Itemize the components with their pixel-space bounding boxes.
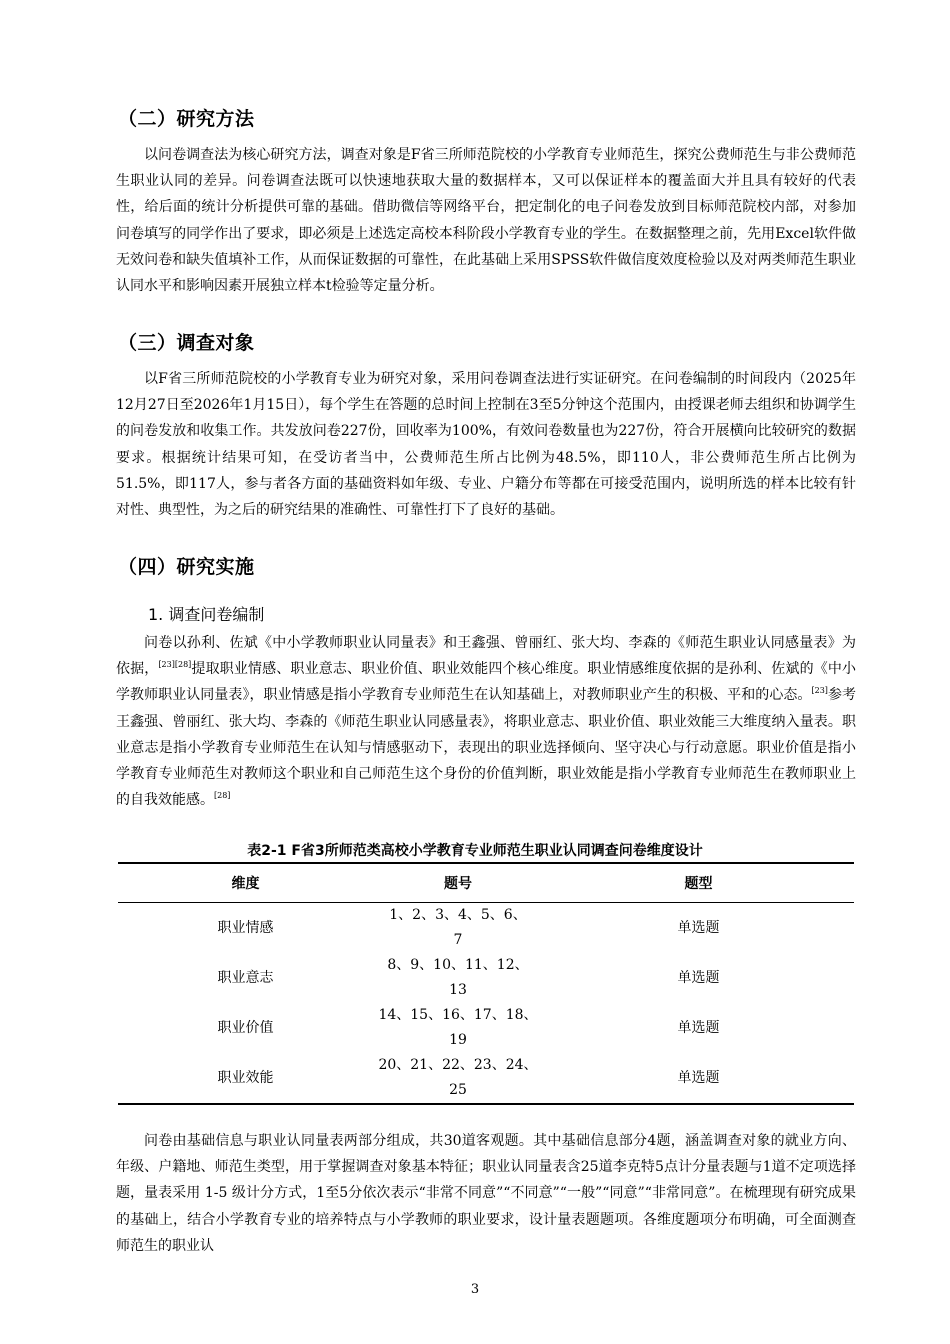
- table-header-row: [118, 863, 854, 903]
- cell-item-type: 单选题: [543, 1053, 854, 1104]
- item-numbers-line2: 25: [449, 1082, 467, 1098]
- item-numbers-line2: 19: [449, 1032, 467, 1048]
- table-row: [118, 1003, 854, 1053]
- questionnaire-text-part1: 问卷以孙利、佐斌《中小学教师职业认同量表》和王鑫强、曾丽红、张大均、李森的《师范生职业认同感量表》为依据，: [116, 635, 856, 678]
- methods-paragraph: 以问卷调查法为核心研究方法，调查对象是F省三所师范院校的小学教育专业师范生，探究公费师范生与非公费师范生职业认同的差异。问卷调查法既可以快速地获取大量的数据样本，又可以保证样本的覆盖面大并且具有较好的代表性，给后面的统计分析提供可靠的基础。借助微信等网络平台，把定制化的电子问卷发放到目标师范院校内部，对参加问卷填写的同学作出了要求，即必须是上述选定高校本科阶段小学教育专业的学生。在数据整理之前，先用Excel软件做无效问卷和缺失值填补工作，从而保证数据的可靠性，在此基础上采用SPSS软件做信度效度检验以及对两类师范生职业认同水平和影响因素开展独立样本t检验等定量分析。: [116, 147, 856, 295]
- section-heading-subjects: （三）调查对象: [118, 332, 255, 354]
- item-numbers-line1: 8、9、10、11、12、: [387, 957, 529, 973]
- dimension-table: [118, 862, 854, 1105]
- cell-dimension: 职业情感: [217, 919, 274, 936]
- cell-item-type: 单选题: [677, 969, 720, 986]
- page-number: 3: [470, 1282, 480, 1297]
- table-row: [118, 903, 854, 954]
- item-numbers-line2: 13: [449, 982, 467, 998]
- table-row: [118, 953, 854, 1003]
- questionnaire-text-part3: 参考王鑫强、曾丽红、张大均、李森的《师范生职业认同感量表》，将职业意志、职业价值、职业效能三大维度纳入量表。职业意志是指小学教育专业师范生在认知与情感驱动下，表现出的职业选择倾向、坚守决心与行动意愿。职业价值是指小学教育专业师范生对教师这个职业和自己师范生这个身份的价值判断，职业效能是指小学教育专业师范生在教师职业上的自我效能感。: [116, 687, 857, 809]
- header-dimension: 维度: [118, 863, 373, 903]
- citation-23-28: [23][28]: [158, 660, 192, 670]
- item-numbers-line2: 7: [453, 932, 463, 948]
- header-item-numbers: 题号: [373, 863, 543, 903]
- cell-item-type: 单选题: [677, 919, 720, 936]
- citation-23: [23]: [811, 686, 828, 696]
- citation-28: [28]: [214, 791, 231, 801]
- cell-item-numbers: [373, 903, 543, 954]
- table-row: [118, 1053, 854, 1104]
- item-numbers-line1: 14、15、16、17、18、: [378, 1007, 538, 1023]
- cell-item-numbers: [373, 1003, 543, 1053]
- section-heading-methods: （二）研究方法: [118, 108, 255, 130]
- cell-dimension: 职业价值: [217, 1019, 274, 1036]
- cell-dimension: 职业意志: [217, 969, 274, 986]
- cell-item-numbers: [373, 953, 543, 1003]
- header-item-type: 题型: [543, 863, 854, 903]
- cell-item-type: 单选题: [677, 1019, 720, 1036]
- item-numbers-line1: 1、2、3、4、5、6、: [389, 907, 527, 923]
- subjects-paragraph: 以F省三所师范院校的小学教育专业为研究对象，采用问卷调查法进行实证研究。在问卷编制的时间段内（2025年12月27日至2026年1月15日），每个学生在答题的总时间上控制在3至5分钟这个范围内，由授课老师去组织和协调学生的问卷发放和收集工作。共发放问卷227份，回收率为100%，有效问卷数量也为227份，符合开展横向比较研究的数据要求。根据统计结果可知，在受访者当中，公费师范生所占比例为48.5%，即110人，非公费师范生所占比例为51.5%，即117人，参与者各方面的基础资料如年级、专业、户籍分布等都在可接受范围内，说明所选的样本比较有针对性、典型性，为之后的研究结果的准确性、可靠性打下了良好的基础。: [116, 371, 856, 519]
- subsection-heading-questionnaire: 1. 调查问卷编制: [148, 605, 265, 624]
- questionnaire-paragraph: [116, 630, 856, 813]
- cell-dimension: 职业效能: [118, 1053, 373, 1104]
- questionnaire-text-part2: 提取职业情感、职业意志、职业价值、职业效能四个核心维度。职业情感维度依据的是孙利、佐斌的《中小学教师职业认同量表》，职业情感是指小学教育专业师范生在认知基础上，对教师职业产生的积极、平和的心态。: [116, 661, 857, 704]
- table-caption: 表2-1 F省3所师范类高校小学教育专业师范生职业认同调查问卷维度设计: [247, 843, 703, 859]
- section-heading-implementation: （四）研究实施: [118, 556, 255, 578]
- cell-item-numbers: [373, 1053, 543, 1104]
- post-table-paragraph: 问卷由基础信息与职业认同量表两部分组成，共30道客观题。其中基础信息部分4题，涵盖调查对象的就业方向、年级、户籍地、师范生类型，用于掌握调查对象基本特征；职业认同量表含25道李克特5点计分量表题与1道不定项选择题，量表采用 1-5 级计分方式，1至5分依次表示“非常不同意”“不同意”“一般”“同意”“非常同意”。在梳理现有研究成果的基础上，结合小学教育专业的培养特点与小学教师的职业要求，设计量表题题项。各维度题项分布明确，可全面测查师范生的职业认: [116, 1133, 856, 1254]
- item-numbers-line1: 20、21、22、23、24、: [378, 1057, 538, 1073]
